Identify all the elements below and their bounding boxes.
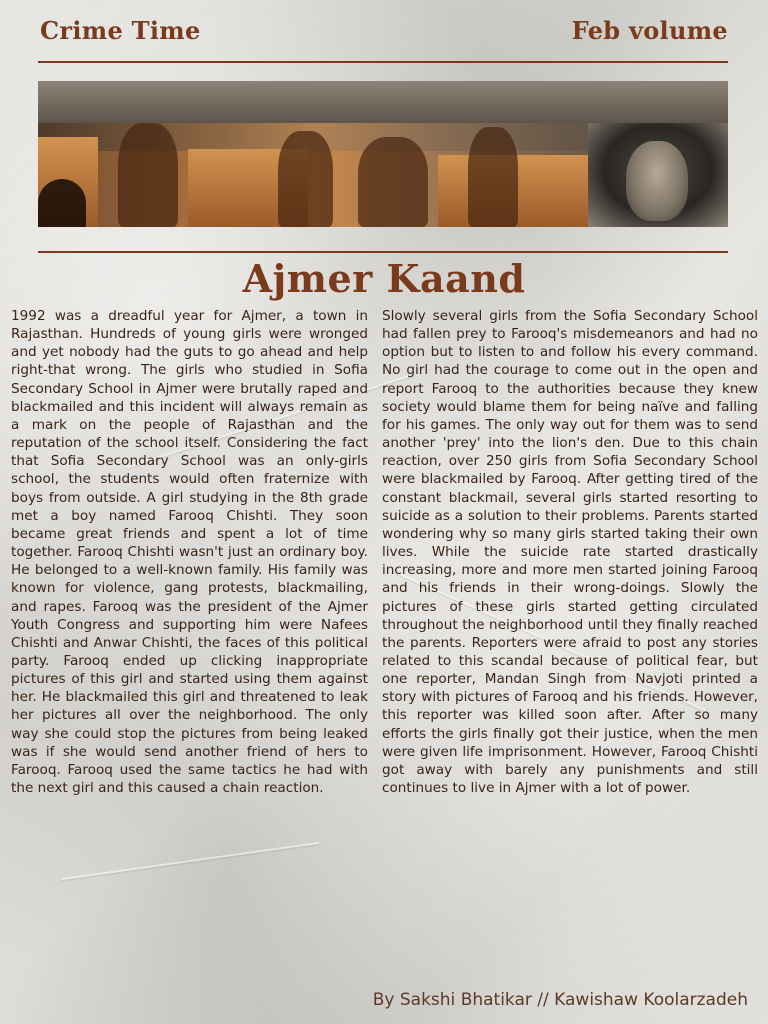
byline: By Sakshi Bhatikar // Kawishaw Koolarzadeh	[372, 990, 748, 1010]
article-headline: Ajmer Kaand	[242, 256, 526, 301]
masthead-title: Crime Time	[40, 16, 201, 45]
article-column-left: 1992 was a dreadful year for Ajmer, a town in Rajasthan. Hundreds of young girls were wronged and yet nobody had the guts to go ahead and help right-that wrong. The girls who studied in Sofia Secondary School in Ajmer were brutally raped and blackmailed and this incident will always remain as a mark on the people of Rajasthan and the reputation of the school itself. Considering the fact that Sofia Secondary School was an only-girls school, the students would often fraternize with boys from outside. A girl studying in the 8th grade met a boy named Farooq Chishti. They soon became great friends and spent a lot of time together. Farooq Chishti wasn't just an ordinary boy. He belonged to a well-known family. His family was known for violence, gang protests, blackmailing, and rapes. Farooq was the president of the Ajmer Youth Congress and supporting him were Nafees Chishti and Anwar Chishti, the faces of this political party. Farooq ended up clicking inappropriate pictures of this girl and started using them against her. He blackmailed this girl and threatened to leak her pictures all over the neighborhood. The only way she could stop the pictures from being leaked was if she would send another friend of hers to Farooq. Farooq used the same tactics he had with the next girl and this caused a chain reaction.	[11, 308, 368, 797]
portrait-photo	[588, 123, 728, 227]
paper-crease	[61, 842, 319, 880]
banner-photo-collage	[38, 81, 728, 227]
bottom-rule	[38, 251, 728, 253]
top-rule	[38, 61, 728, 63]
article-column-right: Slowly several girls from the Sofia Secondary School had fallen prey to Farooq's misdemeanors and had no option but to listen to and follow his every command. No girl had the courage to come out in the open and report Farooq to the authorities because they knew society would blame them for being naïve and falling for his games. The only way out for them was to send another 'prey' into the lion's den. Due to this chain reaction, over 250 girls from Sofia Secondary School were blackmailed by Farooq. After getting tired of the constant blackmail, several girls started resorting to suicide as a solution to their problems. Parents started wondering why so many girls started taking their own lives. While the suicide rate started drastically increasing, more and more men started joining Farooq and his friends in their wrong-doings. Slowly the pictures of these girls started getting circulated throughout the neighborhood until they finally reached the parents. Reporters were afraid to post any stories related to this scandal because of political fear, but one reporter, Mandan Singh from Navjoti printed a story with pictures of Farooq and his friends. However, this reporter was killed soon after. After so many efforts the girls finally got their justice, when the men were given life imprisonment. However, Farooq Chishti got away with barely any punishments and still continues to live in Ajmer with a lot of power.	[382, 308, 758, 797]
masthead-volume: Feb volume	[571, 16, 728, 45]
